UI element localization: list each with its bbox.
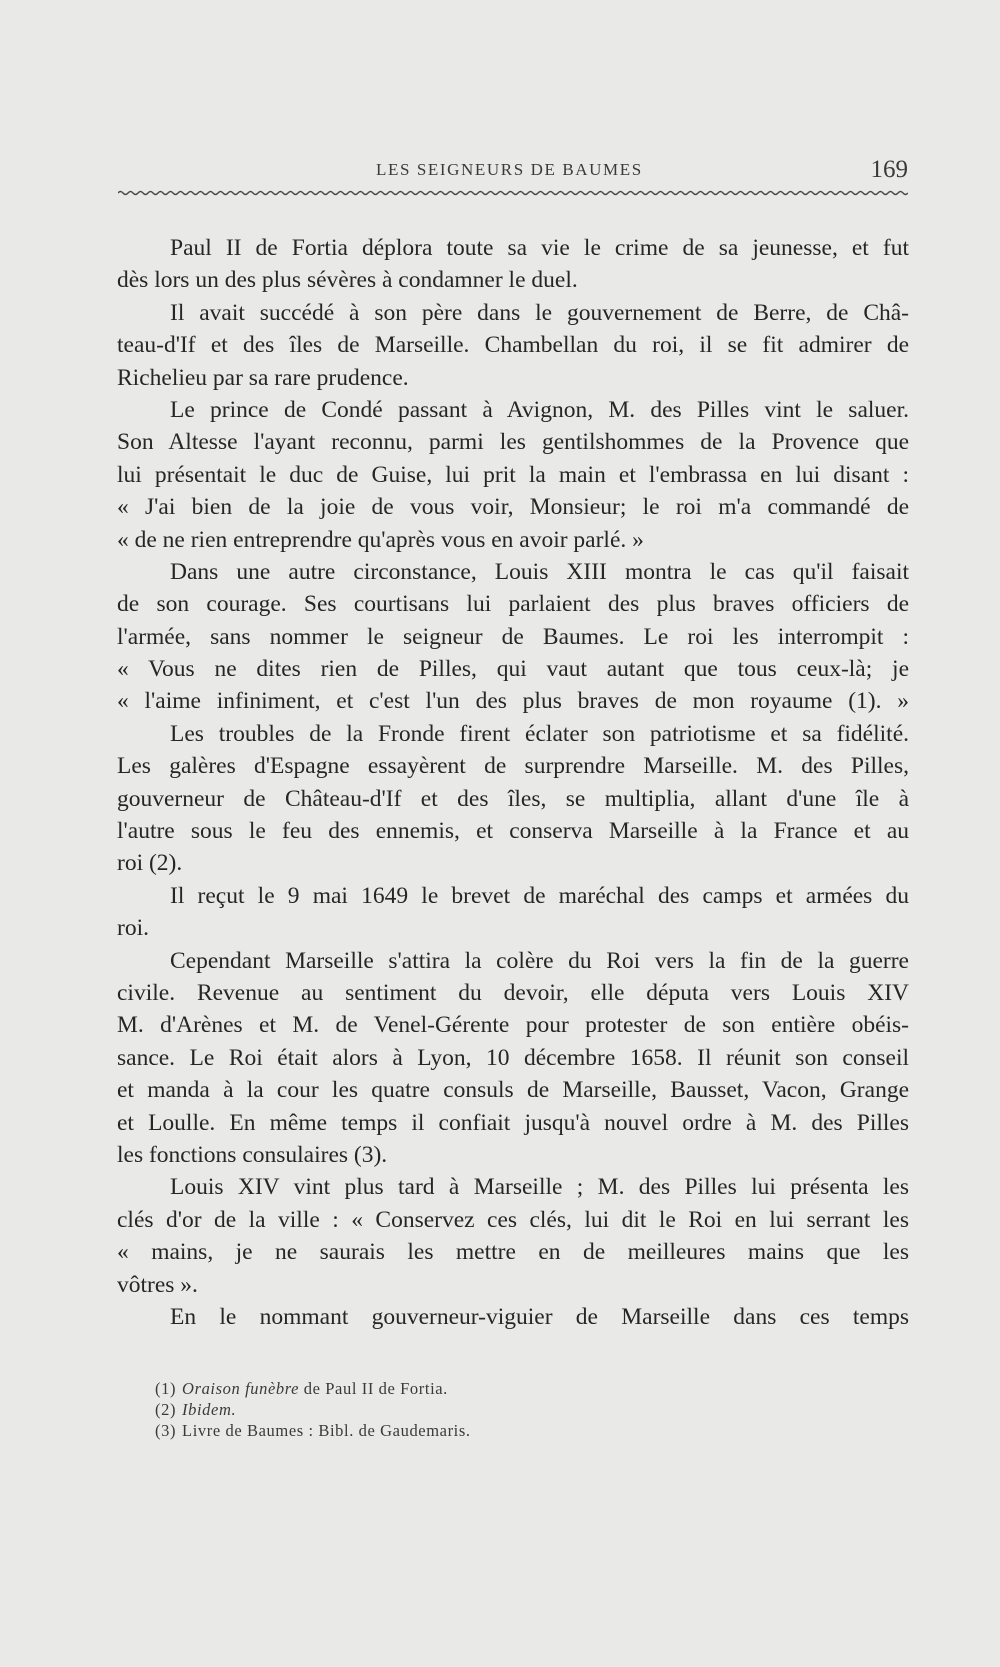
text-line: l'armée, sans nommer le seigneur de Baumes. Le roi les interrompit : [117,623,909,650]
text-line: Louis XIV vint plus tard à Marseille ; M. des Pilles lui présenta les [170,1174,909,1201]
footnote [155,1378,755,1399]
text-line: Richelieu par sa rare prudence. [117,364,409,391]
text-line: gouverneur de Château-d'If et des îles, se multiplia, allant d'une île à [117,785,909,812]
running-title: LES SEIGNEURS DE BAUMES [376,160,643,179]
footnote-number: (3) [155,1421,177,1440]
running-header [118,156,908,186]
text-line: vôtres ». [117,1271,198,1298]
text-line: teau-d'If et des îles de Marseille. Chambellan du roi, il se fit admirer de [117,332,909,359]
text-line: l'autre sous le feu des ennemis, et conserva Marseille à la France et au [117,818,909,845]
text-line: dès lors un des plus sévères à condamner le duel. [117,267,578,294]
text-line: « de ne rien entreprendre qu'après vous en avoir parlé. » [117,526,644,553]
text-line: En le nommant gouverneur-viguier de Marseille dans ces temps [170,1303,909,1330]
footnote-number: (2) [155,1400,177,1419]
text-line: Son Altesse l'ayant reconnu, parmi les gentilshommes de la Provence que [117,429,909,456]
text-line: Il avait succédé à son père dans le gouvernement de Berre, de Châ- [170,299,909,326]
footnote-italic-title: Oraison funèbre [182,1379,300,1398]
body-text [117,232,909,1333]
footnote [155,1399,755,1420]
text-line: et Loulle. En même temps il confiait jusqu'à nouvel ordre à M. des Pilles [117,1109,909,1136]
text-line: roi. [117,915,149,942]
text-line: les fonctions consulaires (3). [117,1141,388,1168]
footnote-number: (1) [155,1379,177,1398]
text-line: Paul II de Fortia déplora toute sa vie le crime de sa jeunesse, et fut [170,235,909,261]
wavy-rule-divider [118,188,908,198]
footnote [155,1420,755,1441]
text-line: « J'ai bien de la joie de vous voir, Monsieur; le roi m'a commandé de [117,494,909,521]
text-line: civile. Revenue au sentiment du devoir, elle députa vers Louis XIV [117,979,909,1006]
text-line: M. d'Arènes et M. de Venel-Gérente pour protester de son entière obéis- [117,1012,909,1039]
footnotes [155,1378,755,1441]
footnote-italic-title: Ibidem. [182,1400,237,1419]
text-line: de son courage. Ses courtisans lui parlaient des plus braves officiers de [117,591,909,618]
text-line: « mains, je ne saurais les mettre en de meilleures mains que les [117,1239,909,1266]
text-line: « l'aime infiniment, et c'est l'un des plus braves de mon royaume (1). » [117,688,909,715]
text-line: Les galères d'Espagne essayèrent de surprendre Marseille. M. des Pilles, [117,753,909,780]
text-line: Dans une autre circonstance, Louis XIII montra le cas qu'il faisait [170,558,909,585]
text-line: lui présentait le duc de Guise, lui prit la main et l'embrassa en lui disant : [117,461,909,488]
footnote-text: de Paul II de Fortia. [299,1379,448,1398]
text-line: clés d'or de la ville : « Conservez ces clés, lui dit le Roi en lui serrant les [117,1206,909,1233]
text-line: « Vous ne dites rien de Pilles, qui vaut autant que tous ceux-là; je [117,656,909,683]
text-line: sance. Le Roi était alors à Lyon, 10 décembre 1658. Il réunit son conseil [117,1044,909,1071]
text-line: Cependant Marseille s'attira la colère du Roi vers la fin de la guerre [170,947,909,974]
text-line: et manda à la cour les quatre consuls de Marseille, Bausset, Vacon, Grange [117,1077,909,1104]
page-number: 169 [870,156,908,183]
text-line: roi (2). [117,850,183,877]
text-line: Le prince de Condé passant à Avignon, M. des Pilles vint le saluer. [170,396,909,423]
text-line: Les troubles de la Fronde firent éclater son patriotisme et sa fidélité. [170,720,909,747]
text-line: Il reçut le 9 mai 1649 le brevet de maréchal des camps et armées du [170,882,909,909]
footnote-text: Livre de Baumes : Bibl. de Gaudemaris. [182,1421,471,1440]
